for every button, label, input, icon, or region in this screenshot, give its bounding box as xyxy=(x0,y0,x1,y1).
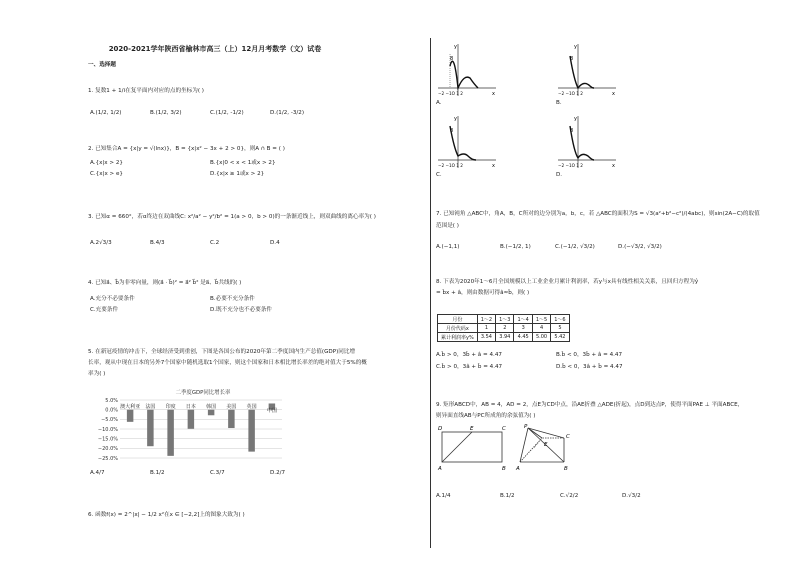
q5-stem-line1: 5. 在新冠疫情的冲击下，全球经济受到重创，下图是各国公布的2020年第二季度国内生产总值(GDP)同比增 xyxy=(88,349,356,355)
q5-opt-b: B.1/2 xyxy=(150,470,165,476)
y-tick-label: −15.0% xyxy=(97,436,118,443)
table-cell: 3.94 xyxy=(496,333,514,342)
graph-y-label: y xyxy=(454,44,457,50)
category-label: 法国 xyxy=(145,404,156,411)
graph-ticks: −2 −1O 1 2 xyxy=(438,91,463,96)
q5-opt-d: D.2/7 xyxy=(270,470,286,476)
graph-x-label: x xyxy=(612,163,615,169)
q7-stem-line1: 7. 已知钝角 △ABC中，角A，B，C所对的边分别为a，b，c，若 △ABC的面积为S = √3(a²+b²−c²)/(4abc)，则sin(2A−C)的取值 xyxy=(436,211,760,217)
y-tick-label: −5.0% xyxy=(101,417,118,424)
graph-ticks: −2 −1O 1 2 xyxy=(558,91,583,96)
q3-opt-b: B.4/3 xyxy=(150,240,165,246)
q1-opt-b: B.(1/2, 3/2) xyxy=(150,110,182,116)
q9-opt-a: A.1/4 xyxy=(436,493,451,499)
rectangle-abcd xyxy=(442,432,502,462)
graph-d xyxy=(556,112,620,172)
q7-opt-a: A.(−1,1) xyxy=(436,244,460,250)
label-c: C xyxy=(502,426,506,432)
table-cell: 2 xyxy=(496,324,514,333)
graph-8-label: 8 xyxy=(570,128,574,134)
table-cell: 累计利润率y% xyxy=(438,333,478,342)
y-tick-label: 0.0% xyxy=(105,407,118,414)
y-tick-label: 5.0% xyxy=(105,397,118,404)
table-cell: 1～2 xyxy=(477,315,495,324)
table-cell: 1～4 xyxy=(514,315,532,324)
bar-韩国 xyxy=(208,410,214,416)
q8-stem-line2: = b̂x + â，则由数据可得â≈b̂，则( ) xyxy=(436,290,530,296)
folded-figure xyxy=(515,424,570,472)
table-cell: 1 xyxy=(477,324,495,333)
bar-英国 xyxy=(248,410,254,452)
q2-opt-c: C.{x|x > e} xyxy=(90,171,123,177)
q4-stem: 4. 已知a⃗、b⃗为非零向量，则(a⃗ · b⃗)² = a⃗² b⃗² 是a⃗、b⃗共线的( ) xyxy=(88,280,242,286)
graph-x-label: x xyxy=(492,163,495,169)
q5-opt-c: C.3/7 xyxy=(210,470,225,476)
label-b: B xyxy=(502,466,506,472)
table-cell: 5 xyxy=(551,324,569,333)
q4-opt-b: B.必要不充分条件 xyxy=(210,296,255,302)
q9-stem-line2: 则异面直线AB与PC所成角的余弦值为( ) xyxy=(436,413,536,419)
chart-title: 二季度GDP同比增长率 xyxy=(175,390,231,396)
q8-opt-a: A.b̂ > 0，3b̂ + â = 4.47 xyxy=(436,352,502,358)
q3-opt-a: A.2√3/3 xyxy=(90,240,112,246)
q2-opt-b: B.{x|0 < x < 1或x > 2} xyxy=(210,160,276,166)
q9-figure xyxy=(436,424,586,474)
q5-stem-line3: 率为( ) xyxy=(88,371,106,377)
q9-opt-b: B.1/2 xyxy=(500,493,515,499)
q9-opt-c: C.√2/2 xyxy=(560,493,579,499)
label-p: P xyxy=(524,424,528,430)
table-row xyxy=(438,333,570,342)
graph-a-label: A. xyxy=(436,100,442,106)
graph-y-label: y xyxy=(574,116,577,122)
graph-ticks: −2 −1O 1 2 xyxy=(438,163,463,168)
q4-opt-d: D.既不充分也不必要条件 xyxy=(210,307,273,313)
graph-y-label: y xyxy=(574,44,577,50)
graph-a xyxy=(436,40,500,100)
table-cell: 4.45 xyxy=(514,333,532,342)
graph-b-label: B. xyxy=(556,100,562,106)
graph-x-label: x xyxy=(612,91,615,97)
category-label: 日本 xyxy=(185,404,196,411)
table-cell: 1～6 xyxy=(551,315,569,324)
q3-opt-c: C.2 xyxy=(210,240,220,246)
graph-b xyxy=(556,40,620,100)
q2-opt-d: D.{x|x ≥ 1或x > 2} xyxy=(210,171,265,177)
q3-opt-d: D.4 xyxy=(270,240,280,246)
bar-日本 xyxy=(188,410,194,429)
q9-opt-d: D.√3/2 xyxy=(622,493,641,499)
table-cell: 月份 xyxy=(438,315,478,324)
category-label: 印度 xyxy=(165,404,176,411)
graph-x-label: x xyxy=(492,91,495,97)
bar-美国 xyxy=(228,410,234,428)
table-cell: 3.54 xyxy=(477,333,495,342)
exam-title: 2020-2021学年陕西省榆林市高三（上）12月月考数学（文）试卷 xyxy=(108,45,322,53)
q9-stem-line1: 9. 矩形ABCD中，AB = 4，AD = 2，点E为CD中点，沿AE折叠 △ADE(折起)，点D到达点P，使得平面PAE ⊥ 平面ABCE， xyxy=(436,402,744,408)
q7-stem-line2: 范围是( ) xyxy=(436,223,459,229)
q7-opt-d: D.(−√3/2, √3/2) xyxy=(618,244,662,250)
table-row xyxy=(438,324,570,333)
table-cell: 5.00 xyxy=(532,333,550,342)
table-cell: 1～5 xyxy=(532,315,550,324)
q1-opt-d: D.(1/2, -3/2) xyxy=(270,110,305,116)
q5-opt-a: A.4/7 xyxy=(90,470,105,476)
label-b2: B xyxy=(564,466,568,472)
q4-opt-a: A.充分不必要条件 xyxy=(90,296,135,302)
q1-stem: 1. 复数1 + 1/i在复平面内对应的点的坐标为( ) xyxy=(88,88,204,94)
q2-opt-a: A.{x|x > 2} xyxy=(90,160,123,166)
label-e2: E xyxy=(544,442,548,448)
table-row xyxy=(438,315,570,324)
q6-stem: 6. 函数f(x) = 2^|x| − 1/2 x²在x ∈ [−2,2]上的图象大致为( ) xyxy=(88,512,245,518)
q5-stem-line2: 长率，观从中现在日本的另外7个国家中随机选取1个国家，则这个国家和日本相比增长率差的绝对值大于5%的概 xyxy=(88,360,367,366)
table-cell: 月份代码x xyxy=(438,324,478,333)
y-tick-label: −20.0% xyxy=(97,446,118,453)
q8-stem-line1: 8. 下表为2020年1～6月全国规模以上工业企业月累计利润率，若y与x具有线性相关关系，且回归方程为ŷ xyxy=(436,279,699,285)
label-c2: C xyxy=(566,434,570,440)
graph-d-label: D. xyxy=(556,172,563,178)
q8-opt-c: C.b̂ > 0，3â + b̂ = 4.47 xyxy=(436,364,503,370)
bar-澳大利亚 xyxy=(127,410,133,422)
table-cell: 1～3 xyxy=(496,315,514,324)
q8-opt-b: B.b̂ < 0，3b̂ + â = 4.47 xyxy=(556,352,623,358)
q1-opt-a: A.(1/2, 1/2) xyxy=(90,110,122,116)
category-label: 美国 xyxy=(226,404,237,411)
graph-8-label: 8 xyxy=(450,128,454,134)
graph-ticks: −2 −1O 1 2 xyxy=(558,163,583,168)
q8-opt-d: D.b̂ < 0，3â + b̂ = 4.47 xyxy=(556,364,623,370)
q4-opt-c: C.充要条件 xyxy=(90,307,119,313)
label-d: D xyxy=(438,426,443,432)
q7-opt-c: C.(−1/2, √3/2) xyxy=(555,244,595,250)
category-label: 澳大利亚 xyxy=(120,404,141,411)
q3-stem: 3. 已知α = 660°，若α终边在双曲线C: x²/a² − y²/b² = 1(a > 0，b > 0)的一条渐近线上，则双曲线的离心率为( ) xyxy=(88,214,376,220)
bar-印度 xyxy=(167,410,173,456)
q2-stem: 2. 已知集合A = {x|y = √(lnx)}，B = {x|x² − 3x + 2 > 0}，则A ∩ B = ( ) xyxy=(88,146,285,152)
section-heading: 一、选择题 xyxy=(88,62,116,68)
label-e: E xyxy=(470,426,474,432)
category-label: 中国 xyxy=(266,407,277,414)
q7-opt-b: B.(−1/2, 1) xyxy=(500,244,531,250)
label-a: A xyxy=(438,466,442,472)
graph-8-label: 8 xyxy=(570,56,574,62)
y-tick-label: −10.0% xyxy=(97,426,118,433)
column-divider xyxy=(430,38,431,548)
table-cell: 4 xyxy=(532,324,550,333)
table-cell: 5.42 xyxy=(551,333,569,342)
label-a2: A xyxy=(516,466,520,472)
y-tick-label: −25.0% xyxy=(97,455,118,462)
graph-y-label: y xyxy=(454,116,457,122)
profit-table xyxy=(437,314,570,342)
gdp-bar-chart xyxy=(88,384,288,464)
graph-8-label: 8 xyxy=(450,56,454,62)
category-label: 韩国 xyxy=(206,404,217,411)
category-label: 英国 xyxy=(246,404,257,411)
table-cell: 3 xyxy=(514,324,532,333)
q1-opt-c: C.(1/2, -1/2) xyxy=(210,110,244,116)
graph-c-label: C. xyxy=(436,172,442,178)
graph-c xyxy=(436,112,500,172)
bar-法国 xyxy=(147,410,153,447)
